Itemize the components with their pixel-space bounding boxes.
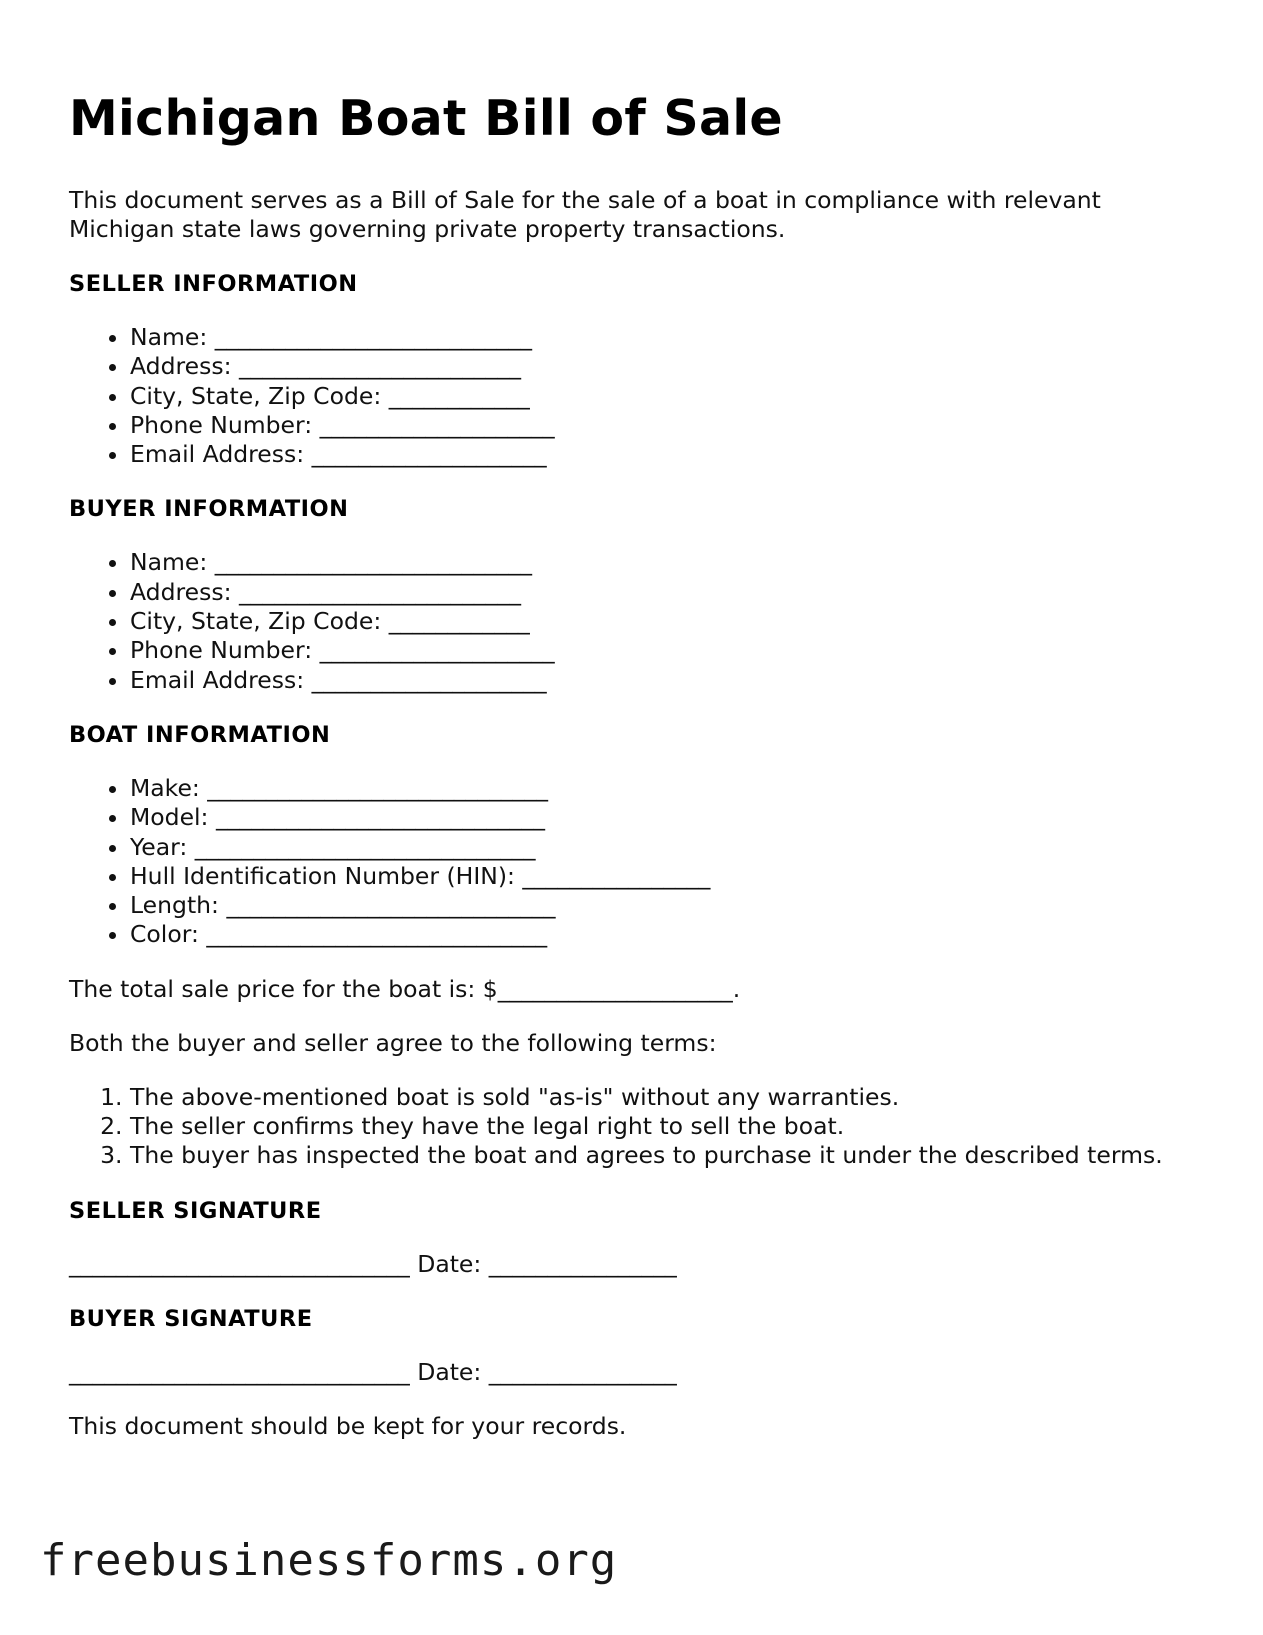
terms-intro: Both the buyer and seller agree to the following terms: [69, 1028, 717, 1057]
seller-signature-heading: SELLER SIGNATURE [69, 1197, 322, 1224]
document-title: Michigan Boat Bill of Sale [69, 90, 783, 147]
seller-info-heading: SELLER INFORMATION [69, 271, 358, 297]
term-item: 1. The above-mentioned boat is sold "as-is" without any warranties. [130, 1083, 1189, 1112]
seller-signature-line: _____________________________ Date: ________________ [69, 1249, 677, 1278]
buyer-phone-field: • Phone Number: ____________________ [130, 636, 1189, 665]
buyer-city-state-zip-field: • City, State, Zip Code: ____________ [130, 607, 1189, 636]
term-item: 2. The seller confirms they have the legal right to sell the boat. [130, 1112, 1189, 1141]
boat-hin-field: • Hull Identification Number (HIN): ________________ [130, 862, 1189, 891]
seller-phone-field: • Phone Number: ____________________ [130, 411, 1189, 440]
closing-note: This document should be kept for your records. [69, 1411, 627, 1440]
buyer-name-field: • Name: ___________________________ [130, 548, 1189, 577]
boat-info-heading: BOAT INFORMATION [69, 721, 331, 748]
document-page [69, 0, 1189, 1441]
buyer-signature-heading: BUYER SIGNATURE [69, 1305, 313, 1332]
boat-info-list [69, 774, 1189, 950]
seller-city-state-zip-field: • City, State, Zip Code: ____________ [130, 382, 1189, 411]
term-item: 3. The buyer has inspected the boat and agrees to purchase it under the described terms. [130, 1141, 1189, 1170]
buyer-address-field: • Address: ________________________ [130, 578, 1189, 607]
seller-info-list [69, 323, 1189, 469]
boat-model-field: • Model: ____________________________ [130, 803, 1189, 832]
boat-year-field: • Year: _____________________________ [130, 833, 1189, 862]
buyer-signature-line: _____________________________ Date: ________________ [69, 1357, 677, 1386]
sale-price-line: The total sale price for the boat is: $____________________. [69, 974, 741, 1003]
seller-email-field: • Email Address: ____________________ [130, 440, 1189, 469]
watermark-text: freebusinessforms.org [40, 1535, 618, 1586]
boat-color-field: • Color: _____________________________ [130, 920, 1189, 949]
seller-name-field: • Name: ___________________________ [130, 323, 1189, 352]
boat-make-field: • Make: _____________________________ [130, 774, 1189, 803]
terms-list [69, 1083, 1189, 1171]
buyer-info-heading: BUYER INFORMATION [69, 496, 349, 523]
seller-address-field: • Address: ________________________ [130, 352, 1189, 381]
boat-length-field: • Length: ____________________________ [130, 891, 1189, 920]
intro-paragraph: This document serves as a Bill of Sale for the sale of a boat in compliance with relevant Michigan state laws governing private property transactions. [69, 186, 1101, 243]
buyer-email-field: • Email Address: ____________________ [130, 666, 1189, 695]
buyer-info-list [69, 548, 1189, 694]
